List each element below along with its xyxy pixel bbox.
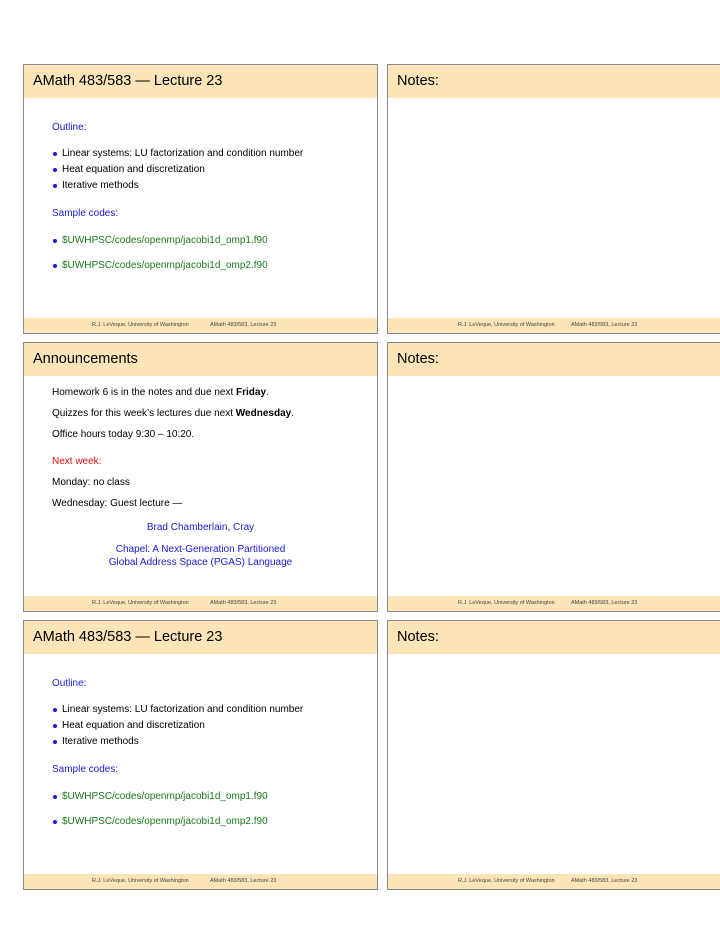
slide-announcements: [23, 342, 378, 612]
footer-author: R.J. LeVeque, University of Washington: [458, 322, 555, 328]
slide-content: [24, 654, 377, 874]
code-item: $UWHPSC/codes/openmp/jacobi1d_omp1.f90: [62, 233, 268, 258]
office-hours-line: Office hours today 9:30 – 10:20.: [52, 429, 195, 440]
outline-item: Linear systems: LU factorization and condition number: [62, 702, 303, 718]
notes-title-bar: [388, 621, 720, 654]
monday-line: Monday: no class: [52, 477, 130, 488]
slide-title: AMath 483/583 — Lecture 23: [33, 629, 223, 645]
homework-line: Homework 6 is in the notes and due next Friday.: [52, 387, 269, 398]
notes-panel-3: [387, 620, 720, 890]
footer-course: AMath 483/583, Lecture 23: [210, 878, 277, 884]
wednesday-line: Wednesday: Guest lecture —: [52, 498, 183, 509]
footer-course: AMath 483/583, Lecture 23: [210, 600, 277, 606]
footer-author: R.J. LeVeque, University of Washington: [92, 600, 189, 606]
footer-author: R.J. LeVeque, University of Washington: [458, 878, 555, 884]
notes-panel-2: [387, 342, 720, 612]
quizzes-line: Quizzes for this week’s lectures due next Wednesday.: [52, 408, 294, 419]
slide-footer: [24, 596, 377, 611]
outline-heading: Outline:: [52, 122, 87, 133]
notes-title: Notes:: [397, 629, 439, 645]
notes-footer: [388, 596, 720, 611]
footer-course: AMath 483/583, Lecture 23: [571, 600, 638, 606]
next-week-heading: Next week:: [52, 456, 102, 467]
notes-title-bar: [388, 65, 720, 98]
slide-title: AMath 483/583 — Lecture 23: [33, 73, 223, 89]
slide-footer: [24, 318, 377, 333]
slide-lecture-1: [23, 64, 378, 334]
codes-list: [62, 789, 268, 839]
codes-heading: Sample codes:: [52, 764, 119, 775]
footer-course: AMath 483/583, Lecture 23: [571, 322, 638, 328]
outline-list: [62, 702, 303, 750]
slide-lecture-2: [23, 620, 378, 890]
notes-footer: [388, 318, 720, 333]
notes-panel-1: [387, 64, 720, 334]
outline-item: Iterative methods: [62, 178, 303, 194]
code-item: $UWHPSC/codes/openmp/jacobi1d_omp1.f90: [62, 789, 268, 814]
footer-author: R.J. LeVeque, University of Washington: [458, 600, 555, 606]
slide-content: [24, 376, 377, 596]
talk-title-line-1: Chapel: A Next-Generation Partitioned: [115, 544, 286, 555]
outline-item: Heat equation and discretization: [62, 718, 303, 734]
slide-footer: [24, 874, 377, 889]
slide-title-bar: [24, 65, 377, 98]
code-item: $UWHPSC/codes/openmp/jacobi1d_omp2.f90: [62, 258, 268, 283]
slide-title-bar: [24, 343, 377, 376]
speaker-line: Brad Chamberlain, Cray: [146, 522, 255, 533]
footer-author: R.J. LeVeque, University of Washington: [92, 878, 189, 884]
outline-item: Iterative methods: [62, 734, 303, 750]
outline-heading: Outline:: [52, 678, 87, 689]
notes-title: Notes:: [397, 351, 439, 367]
footer-course: AMath 483/583, Lecture 23: [571, 878, 638, 884]
outline-list: [62, 146, 303, 194]
slide-content: [24, 98, 377, 318]
footer-course: AMath 483/583, Lecture 23: [210, 322, 277, 328]
footer-author: R.J. LeVeque, University of Washington: [92, 322, 189, 328]
slide-title: Announcements: [33, 351, 138, 367]
outline-item: Heat equation and discretization: [62, 162, 303, 178]
outline-item: Linear systems: LU factorization and condition number: [62, 146, 303, 162]
code-item: $UWHPSC/codes/openmp/jacobi1d_omp2.f90: [62, 814, 268, 839]
slide-title-bar: [24, 621, 377, 654]
notes-footer: [388, 874, 720, 889]
notes-title-bar: [388, 343, 720, 376]
codes-list: [62, 233, 268, 283]
talk-title-line-2: Global Address Space (PGAS) Language: [108, 557, 293, 568]
notes-title: Notes:: [397, 73, 439, 89]
codes-heading: Sample codes:: [52, 208, 119, 219]
